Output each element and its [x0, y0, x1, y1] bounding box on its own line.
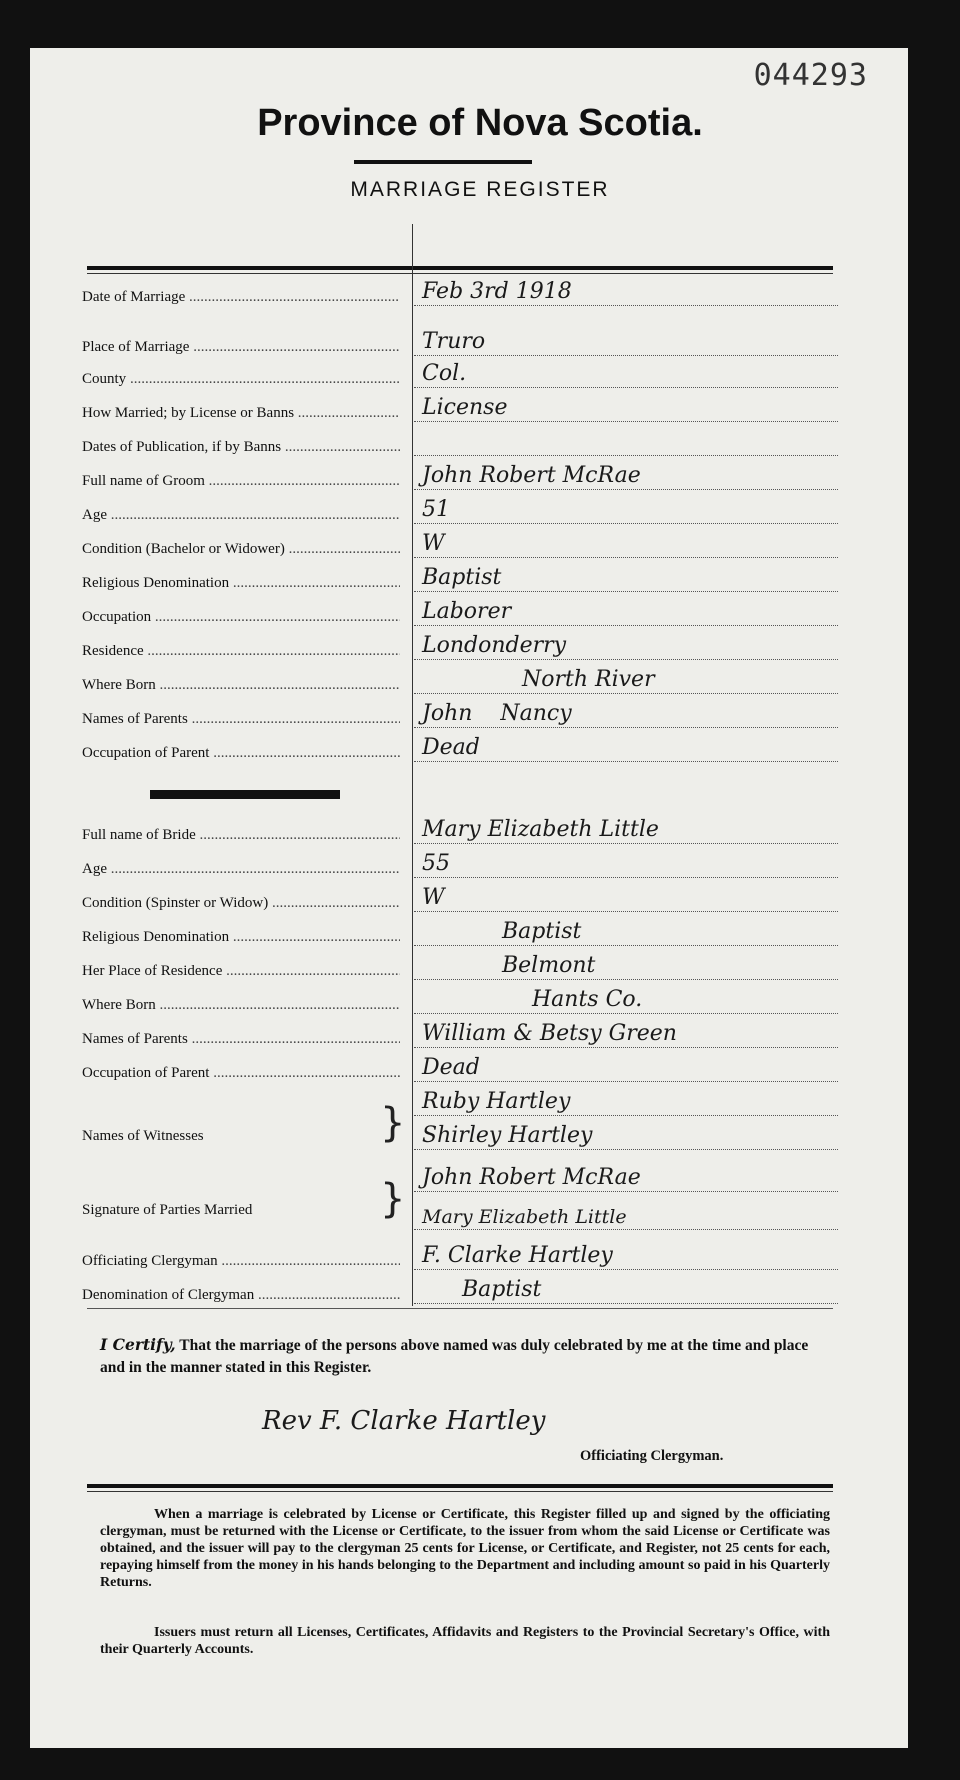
label-place-of-marriage: Place of Marriage .....	[82, 339, 400, 356]
row-groom-parent-occupation	[82, 736, 842, 766]
label-date-of-marriage: Date of Marriage .....	[82, 289, 400, 306]
row-bride-parent-occupation	[82, 1056, 842, 1086]
value-how-married: License	[422, 395, 508, 420]
certify-text: That the marriage of the persons above named was duly celebrated by me at the time and place and in the manner stated in this Register.	[100, 1337, 809, 1376]
value-groom-parent-occupation: Dead	[422, 735, 480, 760]
value-date-of-marriage: Feb 3rd 1918	[422, 279, 572, 304]
value-bride-name: Mary Elizabeth Little	[422, 817, 659, 842]
row-groom-parents	[82, 702, 842, 732]
value-signature-groom: John Robert McRae	[422, 1165, 641, 1190]
label-groom-name: Full name of Groom .....	[82, 473, 400, 490]
label-groom-born: Where Born .....	[82, 677, 400, 694]
clergyman-signature: Rev F. Clarke Hartley	[262, 1406, 546, 1436]
value-groom-age: 51	[422, 497, 450, 522]
value-signature-bride: Mary Elizabeth Little	[422, 1206, 627, 1228]
notice-paragraph-1: When a marriage is celebrated by License or Certificate, this Register filled up and signed by the officiating clergyman, must be returned with the License or Certificate, to the issuer from whom the said License or Certificate was obtained, and the issuer will pay to the clergyman 25 cents for License, or Certificate, and Register, not 25 cents for each, repaying himself from the money in his hands belonging to the Department and including amount so paid in his Quarterly Returns.	[100, 1507, 830, 1590]
header-rule	[87, 266, 833, 270]
row-bride-religion	[82, 920, 842, 950]
notice-paragraph-2: Issuers must return all Licenses, Certificates, Affidavits and Registers to the Provincial Secretary's Office, with their Quarterly Accounts.	[100, 1625, 830, 1657]
label-groom-parents: Names of Parents .....	[82, 711, 400, 728]
value-bride-residence: Belmont	[502, 953, 596, 978]
value-witness-1: Ruby Hartley	[422, 1089, 571, 1114]
row-groom-residence	[82, 634, 842, 664]
row-dates-of-publication	[82, 430, 842, 460]
label-bride-name: Full name of Bride .....	[82, 827, 400, 844]
row-groom-religion	[82, 566, 842, 596]
row-date-of-marriage	[82, 280, 842, 310]
certify-top-rule	[87, 1308, 833, 1309]
value-groom-born: North River	[522, 667, 655, 692]
label-how-married: How Married; by License or Banns .....	[82, 405, 400, 422]
label-bride-parent-occupation: Occupation of Parent .....	[82, 1065, 400, 1082]
notice-top-rule	[87, 1484, 833, 1488]
row-signature-bride	[82, 1204, 842, 1234]
row-bride-condition	[82, 886, 842, 916]
row-groom-born	[82, 668, 842, 698]
value-bride-parents: William & Betsy Green	[422, 1021, 677, 1046]
value-bride-age: 55	[422, 851, 450, 876]
value-groom-occupation: Laborer	[422, 599, 512, 624]
label-groom-religion: Religious Denomination .....	[82, 575, 400, 592]
row-signature-groom	[82, 1166, 842, 1196]
label-officiating-clergyman: Officiating Clergyman .....	[82, 1253, 400, 1270]
value-groom-parents: John Nancy	[422, 701, 572, 726]
label-groom-condition: Condition (Bachelor or Widower) .....	[82, 541, 400, 558]
value-groom-residence: Londonderry	[422, 633, 567, 658]
value-witness-2: Shirley Hartley	[422, 1123, 593, 1148]
label-groom-age: Age .....	[82, 507, 400, 524]
label-bride-residence: Her Place of Residence .....	[82, 963, 400, 980]
label-signature-parties: Signature of Parties Married	[82, 1202, 253, 1218]
row-clergy-denomination	[82, 1278, 842, 1308]
page-title: Province of Nova Scotia.	[257, 102, 703, 144]
row-officiating-clergyman	[82, 1244, 842, 1274]
label-groom-parent-occupation: Occupation of Parent .....	[82, 745, 400, 762]
row-groom-condition	[82, 532, 842, 562]
notice-top-rule-thin	[87, 1491, 833, 1492]
label-bride-born: Where Born .....	[82, 997, 400, 1014]
signature-caption: Officiating Clergyman.	[580, 1448, 724, 1464]
row-bride-name	[82, 818, 842, 848]
value-county: Col.	[422, 361, 467, 386]
row-bride-parents	[82, 1022, 842, 1052]
row-bride-age	[82, 852, 842, 882]
section-separator-bar	[150, 790, 340, 799]
label-groom-occupation: Occupation .....	[82, 609, 400, 626]
value-bride-religion: Baptist	[502, 919, 582, 944]
label-groom-residence: Residence .....	[82, 643, 400, 660]
certify-lead: I Certify,	[100, 1335, 176, 1354]
label-witnesses: Names of Witnesses	[82, 1128, 204, 1144]
header-rule-thin	[87, 273, 833, 274]
value-groom-condition: W	[422, 531, 445, 556]
row-groom-occupation	[82, 600, 842, 630]
label-clergy-denomination: Denomination of Clergyman .....	[82, 1287, 400, 1304]
value-officiating-clergyman: F. Clarke Hartley	[422, 1243, 613, 1268]
row-groom-name	[82, 464, 842, 494]
row-bride-residence	[82, 954, 842, 984]
row-place-of-marriage	[82, 330, 842, 360]
row-bride-born	[82, 988, 842, 1018]
label-dates-of-publication: Dates of Publication, if by Banns .....	[82, 439, 400, 456]
document-number: 044293	[753, 58, 868, 93]
label-bride-condition: Condition (Spinster or Widow) .....	[82, 895, 400, 912]
value-bride-born: Hants Co.	[532, 987, 643, 1012]
register-subtitle: MARRIAGE REGISTER	[350, 178, 610, 201]
value-place-of-marriage: Truro	[422, 329, 486, 354]
signatures-brace: }	[380, 1176, 406, 1222]
value-clergy-denomination: Baptist	[462, 1277, 542, 1302]
row-county	[82, 362, 842, 392]
witnesses-brace: }	[380, 1100, 406, 1146]
row-witness-2	[82, 1124, 842, 1154]
label-bride-age: Age .....	[82, 861, 400, 878]
label-county: County .....	[82, 371, 400, 388]
value-bride-parent-occupation: Dead	[422, 1055, 480, 1080]
label-bride-religion: Religious Denomination .....	[82, 929, 400, 946]
value-groom-name: John Robert McRae	[422, 463, 641, 488]
row-witness-1	[82, 1090, 842, 1120]
title-divider	[354, 160, 532, 164]
value-groom-religion: Baptist	[422, 565, 502, 590]
certify-statement	[100, 1334, 830, 1379]
row-how-married	[82, 396, 842, 426]
value-bride-condition: W	[422, 885, 445, 910]
label-bride-parents: Names of Parents .....	[82, 1031, 400, 1048]
row-groom-age	[82, 498, 842, 528]
